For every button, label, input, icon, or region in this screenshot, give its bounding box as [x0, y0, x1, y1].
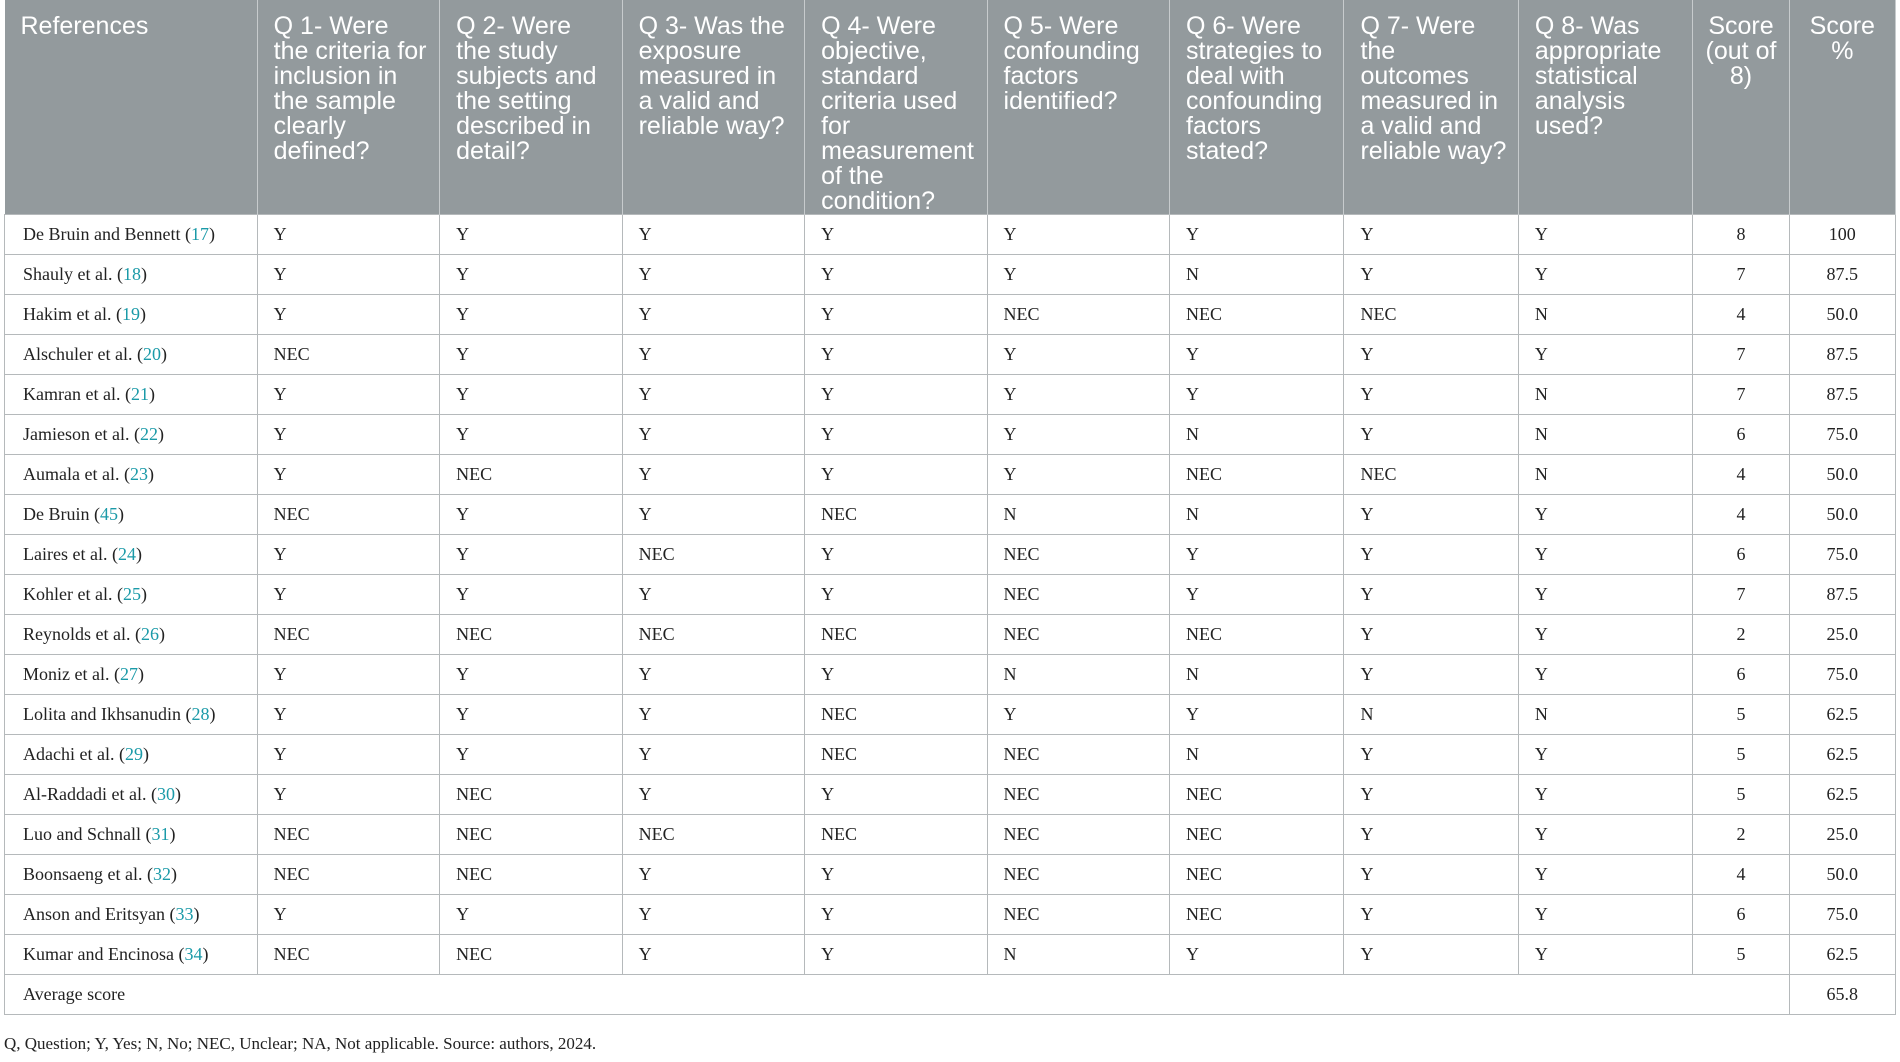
answer-cell-q2: NEC: [440, 455, 622, 495]
answer-cell-q3: Y: [622, 855, 804, 895]
score-cell: 6: [1693, 655, 1789, 695]
table-row: [5, 695, 1896, 735]
answer-cell-q3: Y: [622, 575, 804, 615]
citation-link[interactable]: 29: [124, 744, 143, 764]
score-cell: 7: [1693, 255, 1789, 295]
table-row: [5, 735, 1896, 775]
header-score: Score (out of 8): [1693, 0, 1789, 215]
reference-cell: Anson and Eritsyan (33): [5, 895, 258, 935]
answer-cell-q6: NEC: [1170, 455, 1344, 495]
answer-cell-q4: Y: [805, 895, 987, 935]
answer-cell-q6: N: [1170, 655, 1344, 695]
answer-cell-q7: Y: [1344, 215, 1518, 255]
answer-cell-q7: Y: [1344, 535, 1518, 575]
answer-cell-q2: Y: [440, 655, 622, 695]
table-row: [5, 895, 1896, 935]
answer-cell-q3: NEC: [622, 815, 804, 855]
answer-cell-q6: N: [1170, 415, 1344, 455]
answer-cell-q2: NEC: [440, 855, 622, 895]
reference-name: Aumala et al.: [23, 464, 120, 484]
table-row: [5, 255, 1896, 295]
answer-cell-q4: Y: [805, 655, 987, 695]
score-cell: 7: [1693, 335, 1789, 375]
table-row: [5, 335, 1896, 375]
answer-cell-q7: Y: [1344, 935, 1518, 975]
table-row: [5, 655, 1896, 695]
answer-cell-q3: Y: [622, 775, 804, 815]
reference-name: Hakim et al.: [23, 304, 112, 324]
reference-cell: Reynolds et al. (26): [5, 615, 258, 655]
answer-cell-q5: N: [987, 935, 1169, 975]
answer-cell-q6: NEC: [1170, 815, 1344, 855]
answer-cell-q5: NEC: [987, 735, 1169, 775]
table-row: [5, 375, 1896, 415]
citation-link[interactable]: 33: [175, 904, 194, 924]
score-cell: 6: [1693, 895, 1789, 935]
answer-cell-q5: N: [987, 655, 1169, 695]
answer-cell-q1: Y: [257, 735, 439, 775]
answer-cell-q3: Y: [622, 215, 804, 255]
answer-cell-q4: Y: [805, 335, 987, 375]
answer-cell-q3: Y: [622, 255, 804, 295]
answer-cell-q1: Y: [257, 415, 439, 455]
reference-cell: Adachi et al. (29): [5, 735, 258, 775]
header-q2: Q 2- Were the study subjects and the setting described in detail?: [440, 0, 622, 215]
score-percent-cell: 50.0: [1789, 295, 1895, 335]
score-cell: 6: [1693, 535, 1789, 575]
answer-cell-q1: NEC: [257, 335, 439, 375]
answer-cell-q2: Y: [440, 295, 622, 335]
citation-link[interactable]: 26: [140, 624, 159, 644]
answer-cell-q5: NEC: [987, 815, 1169, 855]
reference-name: Jamieson et al.: [23, 424, 130, 444]
header-references: References: [5, 0, 258, 215]
answer-cell-q1: NEC: [257, 935, 439, 975]
score-cell: 4: [1693, 495, 1789, 535]
citation-link[interactable]: 45: [100, 504, 118, 524]
citation-link[interactable]: 31: [151, 824, 170, 844]
header-score-percent: Score %: [1789, 0, 1895, 215]
answer-cell-q1: Y: [257, 535, 439, 575]
score-cell: 6: [1693, 415, 1789, 455]
score-percent-cell: 50.0: [1789, 855, 1895, 895]
table-row: [5, 295, 1896, 335]
answer-cell-q3: Y: [622, 415, 804, 455]
answer-cell-q7: Y: [1344, 655, 1518, 695]
score-cell: 2: [1693, 815, 1789, 855]
reference-name: Kamran et al.: [23, 384, 121, 404]
score-cell: 2: [1693, 615, 1789, 655]
table-row: [5, 615, 1896, 655]
score-percent-cell: 62.5: [1789, 935, 1895, 975]
table-row: [5, 855, 1896, 895]
reference-cell: Lolita and Ikhsanudin (28): [5, 695, 258, 735]
score-percent-cell: 100: [1789, 215, 1895, 255]
answer-cell-q7: Y: [1344, 815, 1518, 855]
answer-cell-q6: NEC: [1170, 775, 1344, 815]
header-q4: Q 4- Were objective, standard criteria used for measurement of the condition?: [805, 0, 987, 215]
answer-cell-q8: N: [1518, 295, 1692, 335]
answer-cell-q5: N: [987, 495, 1169, 535]
answer-cell-q4: Y: [805, 575, 987, 615]
answer-cell-q1: Y: [257, 775, 439, 815]
answer-cell-q5: Y: [987, 455, 1169, 495]
table-row: [5, 455, 1896, 495]
average-row: [5, 975, 1896, 1015]
reference-name: Laires et al.: [23, 544, 108, 564]
answer-cell-q5: NEC: [987, 775, 1169, 815]
citation-link[interactable]: 18: [122, 264, 141, 284]
answer-cell-q8: Y: [1518, 335, 1692, 375]
header-q3: Q 3- Was the exposure measured in a valid and reliable way?: [622, 0, 804, 215]
answer-cell-q5: Y: [987, 215, 1169, 255]
answer-cell-q7: Y: [1344, 335, 1518, 375]
answer-cell-q6: Y: [1170, 935, 1344, 975]
answer-cell-q4: NEC: [805, 695, 987, 735]
answer-cell-q3: Y: [622, 455, 804, 495]
citation-link[interactable]: 30: [156, 784, 175, 804]
answer-cell-q6: Y: [1170, 335, 1344, 375]
answer-cell-q5: NEC: [987, 895, 1169, 935]
answer-cell-q4: Y: [805, 775, 987, 815]
answer-cell-q1: Y: [257, 655, 439, 695]
answer-cell-q6: Y: [1170, 375, 1344, 415]
answer-cell-q6: NEC: [1170, 615, 1344, 655]
reference-cell: Aumala et al. (23): [5, 455, 258, 495]
answer-cell-q8: Y: [1518, 575, 1692, 615]
answer-cell-q3: Y: [622, 295, 804, 335]
answer-cell-q1: Y: [257, 575, 439, 615]
reference-cell: Kamran et al. (21): [5, 375, 258, 415]
answer-cell-q2: NEC: [440, 815, 622, 855]
answer-cell-q2: Y: [440, 215, 622, 255]
answer-cell-q2: Y: [440, 895, 622, 935]
score-percent-cell: 87.5: [1789, 255, 1895, 295]
quality-assessment-table-container: [4, 0, 1896, 1015]
header-q6: Q 6- Were strategies to deal with confounding factors stated?: [1170, 0, 1344, 215]
reference-name: Adachi et al.: [23, 744, 115, 764]
header-q5: Q 5- Were confounding factors identified?: [987, 0, 1169, 215]
citation-link[interactable]: 19: [121, 304, 140, 324]
answer-cell-q2: NEC: [440, 935, 622, 975]
answer-cell-q3: Y: [622, 495, 804, 535]
table-row: [5, 215, 1896, 255]
answer-cell-q8: N: [1518, 415, 1692, 455]
answer-cell-q2: NEC: [440, 775, 622, 815]
reference-name: Anson and Eritsyan: [23, 904, 165, 924]
answer-cell-q5: NEC: [987, 575, 1169, 615]
answer-cell-q5: Y: [987, 335, 1169, 375]
answer-cell-q8: Y: [1518, 655, 1692, 695]
score-percent-cell: 75.0: [1789, 415, 1895, 455]
answer-cell-q3: Y: [622, 895, 804, 935]
citation-link[interactable]: 34: [184, 944, 203, 964]
reference-cell: Boonsaeng et al. (32): [5, 855, 258, 895]
answer-cell-q5: NEC: [987, 535, 1169, 575]
answer-cell-q8: Y: [1518, 255, 1692, 295]
answer-cell-q8: Y: [1518, 535, 1692, 575]
answer-cell-q2: Y: [440, 375, 622, 415]
answer-cell-q6: Y: [1170, 575, 1344, 615]
answer-cell-q6: N: [1170, 735, 1344, 775]
answer-cell-q6: N: [1170, 255, 1344, 295]
answer-cell-q8: N: [1518, 455, 1692, 495]
reference-cell: Shauly et al. (18): [5, 255, 258, 295]
answer-cell-q3: NEC: [622, 535, 804, 575]
answer-cell-q2: Y: [440, 335, 622, 375]
answer-cell-q4: Y: [805, 295, 987, 335]
answer-cell-q2: Y: [440, 535, 622, 575]
answer-cell-q6: Y: [1170, 695, 1344, 735]
citation-link[interactable]: 20: [142, 344, 161, 364]
answer-cell-q7: Y: [1344, 495, 1518, 535]
answer-cell-q1: Y: [257, 295, 439, 335]
score-percent-cell: 75.0: [1789, 535, 1895, 575]
answer-cell-q8: Y: [1518, 735, 1692, 775]
score-percent-cell: 75.0: [1789, 895, 1895, 935]
answer-cell-q3: Y: [622, 335, 804, 375]
score-cell: 4: [1693, 455, 1789, 495]
citation-link[interactable]: 32: [152, 864, 171, 884]
score-percent-cell: 75.0: [1789, 655, 1895, 695]
answer-cell-q8: Y: [1518, 215, 1692, 255]
answer-cell-q2: Y: [440, 575, 622, 615]
answer-cell-q8: Y: [1518, 855, 1692, 895]
header-q1: Q 1- Were the criteria for inclusion in the sample clearly defined?: [257, 0, 439, 215]
answer-cell-q2: Y: [440, 495, 622, 535]
citation-link[interactable]: 25: [122, 584, 141, 604]
reference-cell: Kohler et al. (25): [5, 575, 258, 615]
score-percent-cell: 25.0: [1789, 815, 1895, 855]
reference-cell: De Bruin (45): [5, 495, 258, 535]
answer-cell-q5: NEC: [987, 615, 1169, 655]
reference-cell: Luo and Schnall (31): [5, 815, 258, 855]
reference-name: De Bruin: [23, 504, 90, 524]
reference-cell: Moniz et al. (27): [5, 655, 258, 695]
score-percent-cell: 87.5: [1789, 335, 1895, 375]
score-cell: 5: [1693, 935, 1789, 975]
citation-link[interactable]: 21: [130, 384, 149, 404]
answer-cell-q4: NEC: [805, 615, 987, 655]
reference-name: Lolita and Ikhsanudin: [23, 704, 181, 724]
reference-name: Boonsaeng et al.: [23, 864, 143, 884]
answer-cell-q8: N: [1518, 375, 1692, 415]
score-cell: 5: [1693, 775, 1789, 815]
answer-cell-q6: Y: [1170, 535, 1344, 575]
answer-cell-q3: Y: [622, 935, 804, 975]
answer-cell-q7: Y: [1344, 735, 1518, 775]
answer-cell-q6: NEC: [1170, 295, 1344, 335]
answer-cell-q1: NEC: [257, 855, 439, 895]
answer-cell-q1: Y: [257, 375, 439, 415]
reference-name: Reynolds et al.: [23, 624, 131, 644]
answer-cell-q5: Y: [987, 415, 1169, 455]
answer-cell-q5: Y: [987, 375, 1169, 415]
answer-cell-q7: N: [1344, 695, 1518, 735]
answer-cell-q6: NEC: [1170, 895, 1344, 935]
header-q7: Q 7- Were the outcomes measured in a valid and reliable way?: [1344, 0, 1518, 215]
reference-cell: Hakim et al. (19): [5, 295, 258, 335]
reference-cell: Al-Raddadi et al. (30): [5, 775, 258, 815]
answer-cell-q8: Y: [1518, 895, 1692, 935]
answer-cell-q8: Y: [1518, 495, 1692, 535]
score-percent-cell: 50.0: [1789, 495, 1895, 535]
answer-cell-q1: Y: [257, 695, 439, 735]
answer-cell-q3: Y: [622, 695, 804, 735]
table-row: [5, 935, 1896, 975]
answer-cell-q5: Y: [987, 695, 1169, 735]
answer-cell-q7: Y: [1344, 615, 1518, 655]
answer-cell-q4: Y: [805, 215, 987, 255]
answer-cell-q7: Y: [1344, 375, 1518, 415]
average-score-value: 65.8: [1789, 975, 1895, 1015]
answer-cell-q8: Y: [1518, 815, 1692, 855]
reference-name: Moniz et al.: [23, 664, 110, 684]
score-percent-cell: 87.5: [1789, 575, 1895, 615]
reference-name: Alschuler et al.: [23, 344, 133, 364]
answer-cell-q1: Y: [257, 455, 439, 495]
score-percent-cell: 50.0: [1789, 455, 1895, 495]
answer-cell-q1: Y: [257, 255, 439, 295]
reference-cell: Alschuler et al. (20): [5, 335, 258, 375]
reference-name: Al-Raddadi et al.: [23, 784, 147, 804]
score-cell: 8: [1693, 215, 1789, 255]
answer-cell-q1: Y: [257, 215, 439, 255]
reference-name: De Bruin and Bennett: [23, 224, 181, 244]
reference-cell: Jamieson et al. (22): [5, 415, 258, 455]
answer-cell-q7: Y: [1344, 415, 1518, 455]
answer-cell-q6: Y: [1170, 215, 1344, 255]
score-cell: 4: [1693, 295, 1789, 335]
answer-cell-q1: NEC: [257, 615, 439, 655]
answer-cell-q2: Y: [440, 695, 622, 735]
answer-cell-q3: Y: [622, 655, 804, 695]
answer-cell-q1: NEC: [257, 495, 439, 535]
reference-cell: De Bruin and Bennett (17): [5, 215, 258, 255]
answer-cell-q5: NEC: [987, 855, 1169, 895]
score-percent-cell: 62.5: [1789, 695, 1895, 735]
header-q8: Q 8- Was appropriate statistical analysis used?: [1518, 0, 1692, 215]
score-cell: 7: [1693, 375, 1789, 415]
citation-link[interactable]: 23: [129, 464, 148, 484]
reference-name: Kohler et al.: [23, 584, 113, 604]
table-row: [5, 815, 1896, 855]
answer-cell-q4: NEC: [805, 735, 987, 775]
table-row: [5, 535, 1896, 575]
score-percent-cell: 62.5: [1789, 775, 1895, 815]
citation-link[interactable]: 22: [139, 424, 158, 444]
answer-cell-q4: Y: [805, 855, 987, 895]
citation-link[interactable]: 17: [190, 224, 209, 244]
answer-cell-q3: NEC: [622, 615, 804, 655]
score-percent-cell: 25.0: [1789, 615, 1895, 655]
answer-cell-q4: Y: [805, 455, 987, 495]
citation-link[interactable]: 28: [191, 704, 210, 724]
score-cell: 5: [1693, 695, 1789, 735]
answer-cell-q4: NEC: [805, 815, 987, 855]
answer-cell-q4: NEC: [805, 495, 987, 535]
answer-cell-q8: Y: [1518, 775, 1692, 815]
citation-link[interactable]: 24: [117, 544, 136, 564]
answer-cell-q1: NEC: [257, 815, 439, 855]
reference-name: Shauly et al.: [23, 264, 113, 284]
answer-cell-q6: N: [1170, 495, 1344, 535]
answer-cell-q5: Y: [987, 255, 1169, 295]
quality-assessment-table: [4, 0, 1896, 1015]
reference-name: Kumar and Encinosa: [23, 944, 174, 964]
score-cell: 4: [1693, 855, 1789, 895]
header-row: [5, 0, 1896, 215]
answer-cell-q4: Y: [805, 375, 987, 415]
score-percent-cell: 87.5: [1789, 375, 1895, 415]
answer-cell-q6: NEC: [1170, 855, 1344, 895]
answer-cell-q8: N: [1518, 695, 1692, 735]
score-cell: 7: [1693, 575, 1789, 615]
answer-cell-q1: Y: [257, 895, 439, 935]
answer-cell-q8: Y: [1518, 615, 1692, 655]
table-row: [5, 415, 1896, 455]
table-body: [5, 215, 1896, 1015]
table-row: [5, 495, 1896, 535]
answer-cell-q4: Y: [805, 255, 987, 295]
answer-cell-q7: NEC: [1344, 455, 1518, 495]
score-percent-cell: 62.5: [1789, 735, 1895, 775]
answer-cell-q4: Y: [805, 415, 987, 455]
answer-cell-q4: Y: [805, 535, 987, 575]
reference-cell: Kumar and Encinosa (34): [5, 935, 258, 975]
answer-cell-q3: Y: [622, 735, 804, 775]
answer-cell-q7: Y: [1344, 895, 1518, 935]
answer-cell-q7: Y: [1344, 855, 1518, 895]
table-row: [5, 575, 1896, 615]
citation-link[interactable]: 27: [119, 664, 138, 684]
answer-cell-q7: NEC: [1344, 295, 1518, 335]
reference-cell: Laires et al. (24): [5, 535, 258, 575]
answer-cell-q5: NEC: [987, 295, 1169, 335]
answer-cell-q2: Y: [440, 735, 622, 775]
table-row: [5, 775, 1896, 815]
answer-cell-q8: Y: [1518, 935, 1692, 975]
table-footnote: Q, Question; Y, Yes; N, No; NEC, Unclear; NA, Not applicable. Source: authors, 2024.: [4, 1034, 597, 1053]
answer-cell-q7: Y: [1344, 255, 1518, 295]
answer-cell-q4: Y: [805, 935, 987, 975]
answer-cell-q2: Y: [440, 255, 622, 295]
reference-name: Luo and Schnall: [23, 824, 141, 844]
answer-cell-q2: Y: [440, 415, 622, 455]
answer-cell-q7: Y: [1344, 575, 1518, 615]
score-cell: 5: [1693, 735, 1789, 775]
answer-cell-q3: Y: [622, 375, 804, 415]
average-score-label: Average score: [5, 975, 1790, 1015]
answer-cell-q7: Y: [1344, 775, 1518, 815]
answer-cell-q2: NEC: [440, 615, 622, 655]
